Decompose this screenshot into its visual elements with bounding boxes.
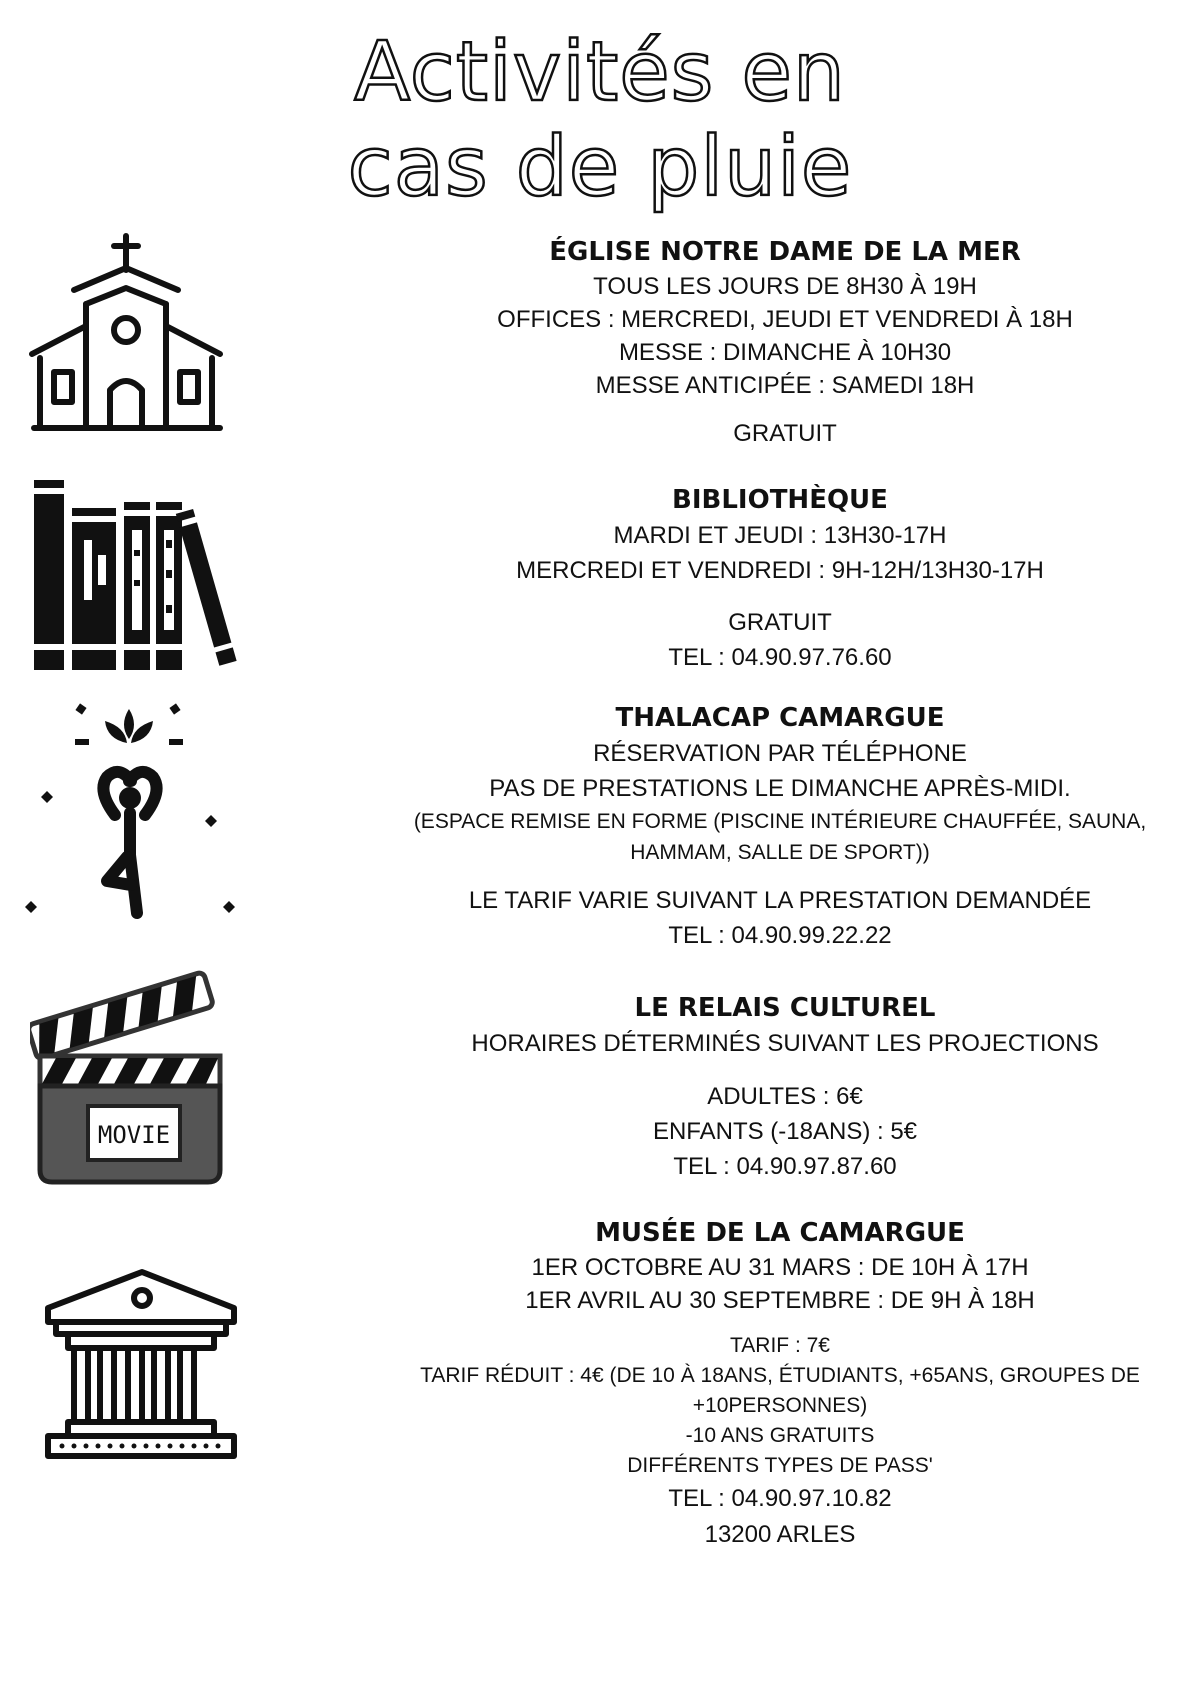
section-tel: TEL : 04.90.97.76.60 (668, 644, 892, 671)
section-price: GRATUIT (728, 609, 832, 636)
section-note: HAMMAM, SALLE DE SPORT)) (630, 841, 930, 864)
section-line: OFFICES : MERCREDI, JEUDI ET VENDREDI À 18H (497, 306, 1073, 333)
section-line: MESSE ANTICIPÉE : SAMEDI 18H (595, 372, 975, 399)
section-tel: TEL : 04.90.99.22.22 (668, 922, 892, 949)
section-price: TARIF : 7€ (730, 1334, 830, 1357)
section-price: TARIF RÉDUIT : 4€ (DE 10 À 18ANS, ÉTUDIANTS, +65ANS, GROUPES DE (420, 1364, 1140, 1387)
section-city: 13200 ARLES (704, 1521, 856, 1548)
section-thalacap (390, 700, 1170, 953)
section-price: DIFFÉRENTS TYPES DE PASS' (627, 1454, 933, 1477)
section-line: RÉSERVATION PAR TÉLÉPHONE (593, 740, 967, 767)
section-line: 1ER OCTOBRE AU 31 MARS : DE 10H À 17H (531, 1254, 1029, 1281)
section-line: 1ER AVRIL AU 30 SEPTEMBRE : DE 9H À 18H (525, 1287, 1035, 1314)
section-note: (ESPACE REMISE EN FORME (PISCINE INTÉRIEURE CHAUFFÉE, SAUNA, (413, 810, 1147, 833)
section-price: ENFANTS (-18ANS) : 5€ (652, 1118, 918, 1145)
section-line: MARDI ET JEUDI : 13H30-17H (613, 522, 947, 549)
section-line: MESSE : DIMANCHE À 10H30 (618, 339, 952, 366)
section-line: HORAIRES DÉTERMINÉS SUIVANT LES PROJECTIONS (471, 1030, 1099, 1057)
section-musee (385, 1215, 1175, 1553)
section-price: LE TARIF VARIE SUIVANT LA PRESTATION DEMANDÉE (468, 887, 1092, 914)
books-icon (30, 480, 250, 679)
page-title (0, 25, 1200, 215)
section-heading: ÉGLISE NOTRE DAME DE LA MER (549, 237, 1021, 267)
section-price: GRATUIT (733, 420, 837, 447)
section-bibliotheque (400, 482, 1160, 675)
museum-icon (42, 1268, 242, 1472)
section-tel: TEL : 04.90.97.87.60 (673, 1153, 897, 1180)
section-price: ADULTES : 6€ (707, 1083, 863, 1110)
section-tel: TEL : 04.90.97.10.82 (668, 1485, 892, 1512)
section-line: MERCREDI ET VENDREDI : 9H-12H/13H30-17H (516, 557, 1044, 584)
section-eglise (405, 234, 1165, 450)
page-title-line-2: cas de pluie (347, 120, 853, 215)
clapperboard-icon (30, 960, 230, 1189)
church-icon (28, 232, 228, 436)
yoga-icon (15, 695, 250, 934)
section-line: TOUS LES JOURS DE 8H30 À 19H (593, 273, 977, 300)
section-line: PAS DE PRESTATIONS LE DIMANCHE APRÈS-MIDI. (489, 775, 1071, 802)
section-heading: LE RELAIS CULTUREL (634, 993, 936, 1023)
section-heading: MUSÉE DE LA CAMARGUE (595, 1218, 965, 1248)
section-relais-culturel (405, 990, 1165, 1184)
clapperboard-label: MOVIE (97, 1121, 171, 1149)
section-price: +10PERSONNES) (692, 1394, 868, 1417)
section-price: -10 ANS GRATUITS (685, 1424, 875, 1447)
section-heading: THALACAP CAMARGUE (615, 703, 945, 733)
section-heading: BIBLIOTHÈQUE (672, 485, 888, 515)
page-title-line-1: Activités en (354, 25, 846, 120)
